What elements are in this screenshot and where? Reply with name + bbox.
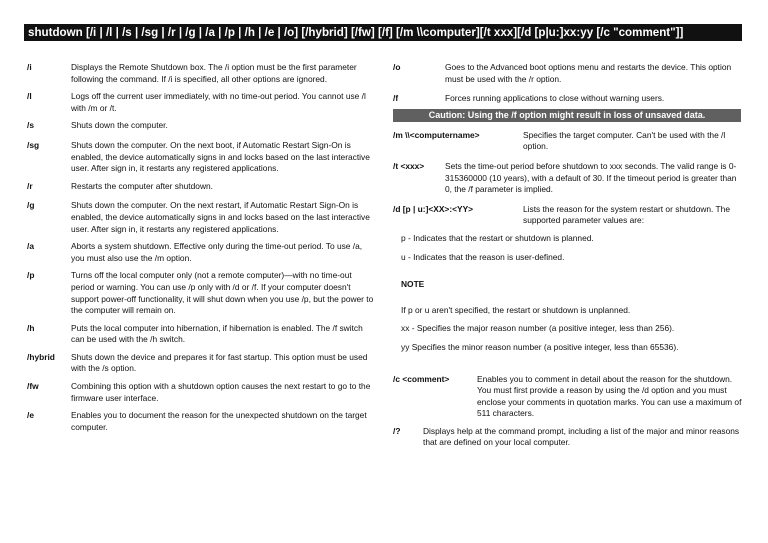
- option-description: Lists the reason for the system restart or shutdown. The supported parameter values are:: [523, 203, 730, 226]
- option-switch: /d [p | u:]<XX>:<YY>: [393, 203, 474, 214]
- option-switch: /l: [27, 91, 32, 102]
- option-description: Forces running applications to close without warning users.: [445, 93, 665, 104]
- option-description: Sets the time-out period before shutdown to xxx seconds. The valid range is 0-315360000 (10 years), with a default of 30. If the timeout period is greater than 0, the /f parameter is implied.: [445, 160, 737, 195]
- option-switch: /t <xxx>: [393, 160, 425, 171]
- option-switch: /m \\<computername>: [393, 129, 480, 140]
- note-text: If p or u aren't specified, the restart or shutdown is unplanned.: [401, 304, 631, 315]
- option-description: Aborts a system shutdown. Effective only during the time-out period. To use /a, you must also use the /m option.: [71, 241, 363, 263]
- option-description: Restarts the computer after shutdown.: [71, 180, 213, 191]
- param-p-line: p - Indicates that the restart or shutdown is planned.: [401, 232, 594, 243]
- option-row-s: [27, 120, 377, 132]
- option-row-a: [27, 241, 377, 264]
- option-description: Turns off the local computer only (not a remote computer)—with no time-out period or warning. You can use /p only with /d or /f. If your computer doesn't support power-off functionality, it will shut down when you use /p, but the power to the computer will remain on.: [71, 270, 374, 316]
- option-description: Shuts down the computer. On the next restart, if Automatic Restart Sign-On is enabled, the device automatically signs in and locks based on the last interactive user. After sign in, it restarts any registered applications.: [71, 200, 370, 234]
- option-row-g: [27, 200, 377, 235]
- option-switch: /f: [393, 93, 399, 104]
- left-options-column: [27, 62, 377, 433]
- option-description: Shuts down the computer. On the next boot, if Automatic Restart Sign-On is enabled, the device automatically signs in and locks based on the last interactive user. After sign in, it restarts any registered applications.: [71, 139, 370, 174]
- option-description: Logs off the current user immediately, with no time-out period. You cannot use /l with /m or /t.: [71, 91, 366, 113]
- option-row-o: [393, 62, 745, 85]
- option-row-l: [27, 91, 377, 114]
- option-switch: /o: [393, 62, 401, 72]
- option-description: Goes to the Advanced boot options menu and restarts the device. This option must be used with the /r option.: [445, 62, 732, 84]
- option-description: Enables you to document the reason for the unexpected shutdown on the target computer.: [71, 410, 367, 432]
- option-switch: /i: [27, 62, 32, 72]
- option-switch: /?: [393, 425, 401, 436]
- option-switch: /g: [27, 200, 35, 211]
- option-switch: /h: [27, 322, 35, 333]
- option-row-hybrid: [27, 352, 377, 375]
- command-syntax-title: shutdown [/i | /l | /s | /sg | /r | /g | /a | /p | /h | /e | /o] [/hybrid] [/fw] [/f] [/m \\computer][/t xxx][/d [p|u:]xx:yy [/c "comment"]]: [24, 24, 742, 41]
- param-u-line: u - Indicates that the reason is user-defined.: [401, 251, 565, 262]
- caution-banner: Caution: Using the /f option might result in loss of unsaved data.: [393, 109, 741, 122]
- option-row-p: [27, 270, 377, 316]
- option-description: Puts the local computer into hibernation, if hibernation is enabled. The /f switch can be used with the /h switch.: [71, 322, 363, 345]
- option-row-fw: [27, 381, 377, 404]
- option-description: Shuts down the device and prepares it for fast startup. This option must be used with the /s option.: [71, 351, 368, 374]
- option-row-f: [393, 93, 745, 105]
- option-switch: /c <comment>: [393, 373, 450, 384]
- option-row-r: [27, 181, 377, 193]
- option-switch: /e: [27, 410, 34, 421]
- option-description: Combining this option with a shutdown option causes the next restart to go to the firmware user interface.: [71, 381, 371, 403]
- option-switch: /fw: [27, 381, 39, 392]
- option-description: Shuts down the computer.: [71, 120, 168, 131]
- option-row-sg: [27, 140, 377, 175]
- option-switch: /p: [27, 270, 35, 281]
- option-description: Enables you to comment in detail about the reason for the shutdown. You must first provide a reason by using the /d option and you must enclose your comments in quotation marks. You can use a maximum of 511 characters.: [477, 373, 742, 419]
- option-description: Displays the Remote Shutdown box. The /i option must be the first parameter following the command. If /i is specified, all other options are ignored.: [71, 62, 357, 84]
- option-row-e: [27, 410, 377, 433]
- option-row-m: [393, 130, 745, 153]
- option-row-c: [393, 374, 745, 420]
- option-row-help: [393, 426, 745, 449]
- option-row-i: [27, 62, 377, 85]
- option-switch: /a: [27, 241, 34, 252]
- param-yy-line: yy Specifies the minor reason number (a positive integer, less than 65536).: [401, 341, 679, 352]
- option-row-d: [393, 204, 745, 227]
- param-xx-line: xx - Specifies the major reason number (a positive integer, less than 256).: [401, 323, 675, 334]
- note-label: NOTE: [401, 279, 425, 290]
- option-switch: /r: [27, 180, 33, 191]
- option-switch: /s: [27, 120, 34, 131]
- option-description: Specifies the target computer. Can't be used with the /l option.: [523, 129, 726, 152]
- option-row-h: [27, 323, 377, 346]
- option-switch: /hybrid: [27, 351, 55, 362]
- option-description: Displays help at the command prompt, including a list of the major and minor reasons that are defined on your local computer.: [423, 425, 740, 448]
- option-switch: /sg: [27, 139, 40, 150]
- right-options-column: [393, 62, 745, 449]
- option-row-t: [393, 161, 745, 196]
